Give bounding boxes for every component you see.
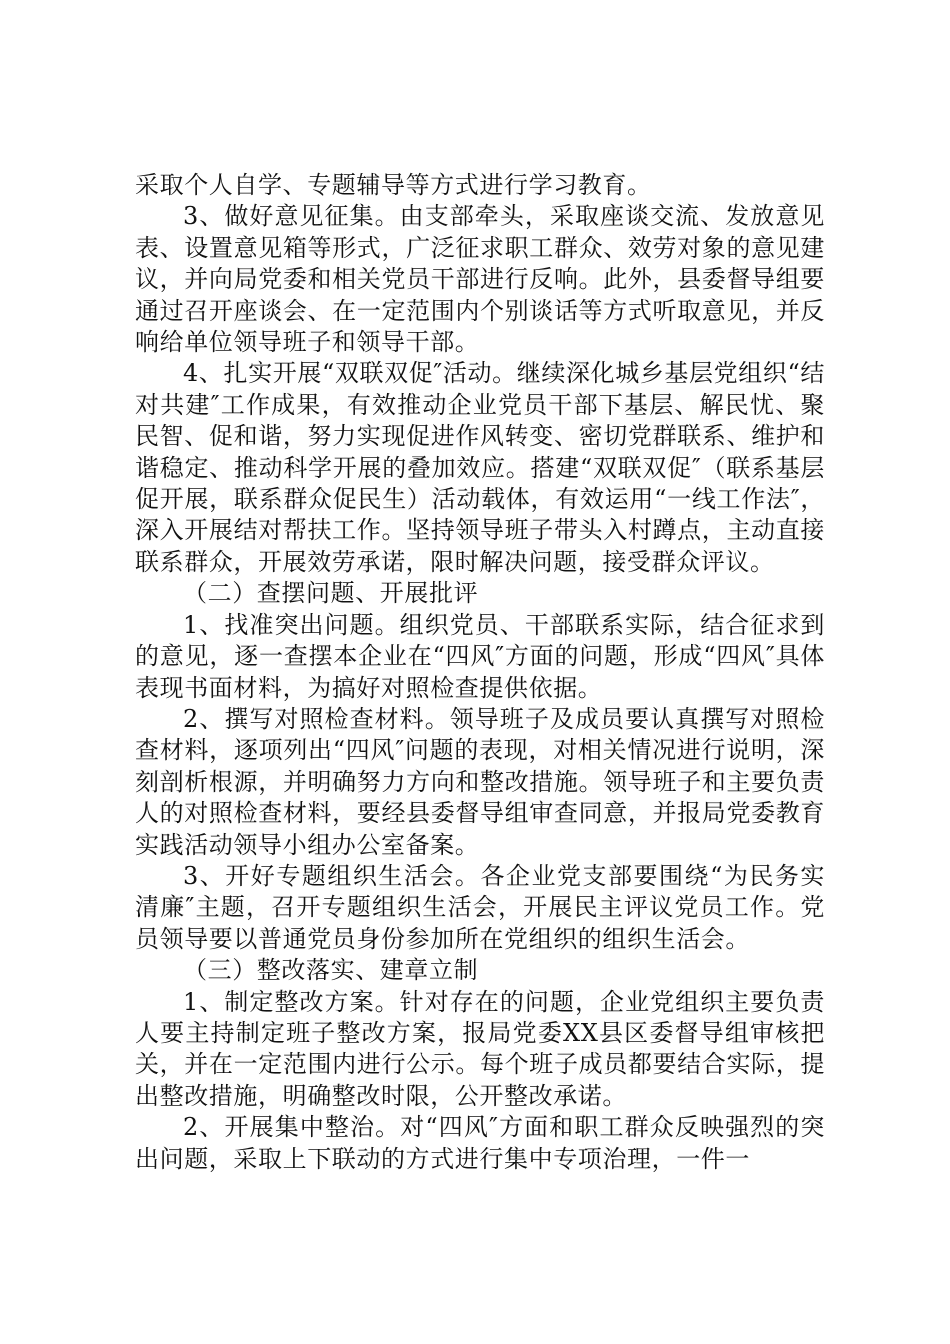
paragraph-identify-problems: 1、找准突出问题。组织党员、干部联系实际，结合征求到的意见，逐一查摆本企业在“四风″方面的问题，形成“四风″具体表现书面材料，为搞好对照检查提供依据。 [135, 610, 825, 702]
document-body [135, 170, 825, 1175]
paragraph-opinion-collection: 3、做好意见征集。由支部牵头，采取座谈交流、发放意见表、设置意见箱等形式，广泛征求职工群众、效劳对象的意见建议，并向局党委和相关党员干部进行反响。此外，县委督导组要通过召开座谈会、在一定范围内个别谈话等方式听取意见，并反响给单位领导班子和领导干部。 [135, 202, 825, 357]
paragraph-concentrated-rectification: 2、开展集中整治。对“四风″方面和职工群众反映强烈的突出问题，采取上下联动的方式进行集中专项治理，一件一 [135, 1113, 825, 1173]
section-heading-3: （三）整改落实、建章立制 [183, 956, 479, 985]
paragraph-rectification-plan: 1、制定整改方案。针对存在的问题，企业党组织主要负责人要主持制定班子整改方案，报局党委XX县区委督导组审核把关，并在一定范围内进行公示。每个班子成员都要结合实际，提出整改措施，明确整改时限，公开整改承诺。 [135, 987, 825, 1110]
section-heading-2: （二）查摆问题、开展批评 [183, 579, 479, 608]
paragraph-continuation: 采取个人自学、专题辅导等方式进行学习教育。 [135, 171, 652, 199]
paragraph-double-link-activity: 4、扎实开展“双联双促″活动。继续深化城乡基层党组织“结对共建″工作成果，有效推动企业党员干部下基层、解民忧、聚民智、促和谐，努力实现促进作风转变、密切党群联系、维护和谐稳定、推动科学开展的叠加效应。搭建“双联双促″（联系基层促开展，联系群众促民生）活动载体，有效运用“一线工作法″，深入开展结对帮扶工作。坚持领导班子带头入村蹲点，主动直接联系群众，开展效劳承诺，限时解决问题，接受群众评议。 [135, 359, 825, 576]
paragraph-organization-meeting: 3、开好专题组织生活会。各企业党支部要围绕“为民务实清廉″主题，召开专题组织生活会，开展民主评议党员工作。党员领导要以普通党员身份参加所在党组织的组织生活会。 [135, 861, 825, 953]
paragraph-write-check-materials: 2、撰写对照检查材料。领导班子及成员要认真撰写对照检查材料，逐项列出“四风″问题的表现，对相关情况进行说明，深刻剖析根源，并明确努力方向和整改措施。领导班子和主要负责人的对照检查材料，要经县委督导组审查同意，并报局党委教育实践活动领导小组办公室备案。 [135, 704, 825, 859]
